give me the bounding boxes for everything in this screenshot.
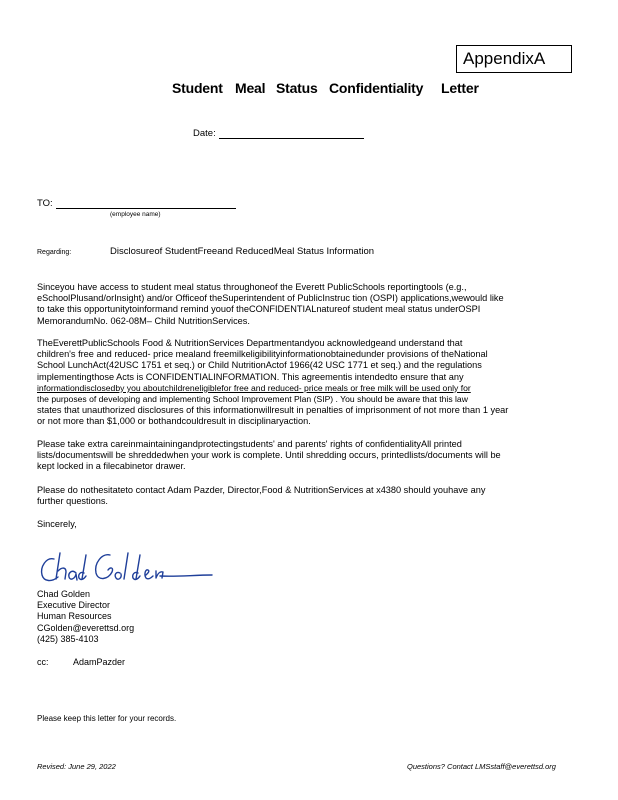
paragraph-line: implementingthose Acts is CONFIDENTIALINFORMATION. This agreementis intendedto ensure that any [37, 371, 464, 382]
employee-name-hint: (employee name) [110, 211, 161, 218]
signer-phone: (425) 385-4103 [37, 633, 99, 644]
title-word-meal: Meal [235, 80, 266, 96]
cc-name: AdamPazder [73, 657, 126, 667]
paragraph-acknowledgement [37, 338, 508, 428]
paragraph-line: TheEverettPublicSchools Food & NutritionServices Departmentandyou acknowledgeand understand that [37, 338, 463, 348]
to-line [56, 208, 236, 209]
paragraph-line: Please do nothesitateto contact Adam Pazder, Director,Food & NutritionServices at x4380 should youhave any [37, 485, 486, 495]
signature-image [36, 545, 216, 589]
signer-email: CGolden@everettsd.org [37, 622, 135, 633]
regarding-label: Regarding: [37, 249, 72, 256]
paragraph-access [37, 282, 504, 327]
paragraph-line: Please take extra careinmaintainingandprotectingstudents' and parents' rights of confidentialityAll printed [37, 439, 462, 449]
date-line [219, 138, 364, 139]
to-label: TO: [37, 198, 53, 209]
paragraph-line: further questions. [37, 496, 108, 507]
signer-name: Chad Golden [37, 589, 91, 599]
paragraph-line: the purposes of developing and implementing School Improvement Plan (SIP) . You should be aware that this law [37, 394, 468, 405]
paragraph-line: Sinceyou have access to student meal status throughoneof the Everett PublicSchools reportingtools (e.g., [37, 282, 467, 292]
paragraph-line: children's free and reduced- price mealand freemilkeligibilityinformationobtainedunder provisions of theNational [37, 349, 488, 360]
paragraph-shredding [37, 439, 501, 473]
keep-letter-note: Please keep this letter for your records. [37, 714, 177, 723]
paragraph-line: informationdisclosedby you aboutchildreneligiblefor free and reduced- price meals or free milk will be used only for [37, 382, 471, 393]
cc-label: cc: [37, 657, 49, 667]
paragraph-line: kept locked in a filecabinetor drawer. [37, 461, 186, 472]
signer-block [37, 589, 134, 645]
paragraph-line: or not more than $1,000 or bothandcouldresult in disciplinaryaction. [37, 416, 311, 427]
closing: Sincerely, [37, 519, 77, 529]
title-word-letter: Letter [441, 80, 479, 96]
paragraph-line: School LunchAct(42USC 1751 et seq.) or Child NutritionActof 1966(42 USC 1771 et seq.) and the regulations [37, 360, 482, 371]
footer-revised: Revised: June 29, 2022 [37, 762, 116, 771]
paragraph-line: to take this opportunitytoinformand remind youof theCONFIDENTIALnatureof student meal status underOSPI [37, 304, 481, 315]
footer-questions: Questions? Contact LMSstaff@everettsd.org [407, 762, 556, 771]
date-label: Date: [193, 128, 216, 139]
paragraph-line: eSchoolPlusand/orInsight) and/or Officeof theSuperintendent of PublicInstruc tion (OSPI) applications,wewould like [37, 293, 504, 304]
title-word-status: Status [276, 80, 318, 96]
appendix-label: AppendixA [456, 45, 572, 73]
regarding-text: Disclosureof StudentFreeand ReducedMeal Status Information [110, 246, 375, 257]
title-word-student: Student [172, 80, 223, 96]
signer-department: Human Resources [37, 611, 112, 622]
title-word-confidentiality: Confidentiality [329, 80, 424, 96]
paragraph-line: MemorandumNo. 062-08M– Child NutritionServices. [37, 315, 250, 326]
paragraph-contact [37, 485, 485, 507]
paragraph-line: states that unauthorized disclosures of this informationwillresult in penalties of imprisonment of not more than 1 year [37, 405, 509, 416]
signer-title: Executive Director [37, 600, 111, 611]
paragraph-line: lists/documentswill be shreddedwhen your work is complete. Until shredding occurs, printedlists/documents will be [37, 450, 501, 461]
